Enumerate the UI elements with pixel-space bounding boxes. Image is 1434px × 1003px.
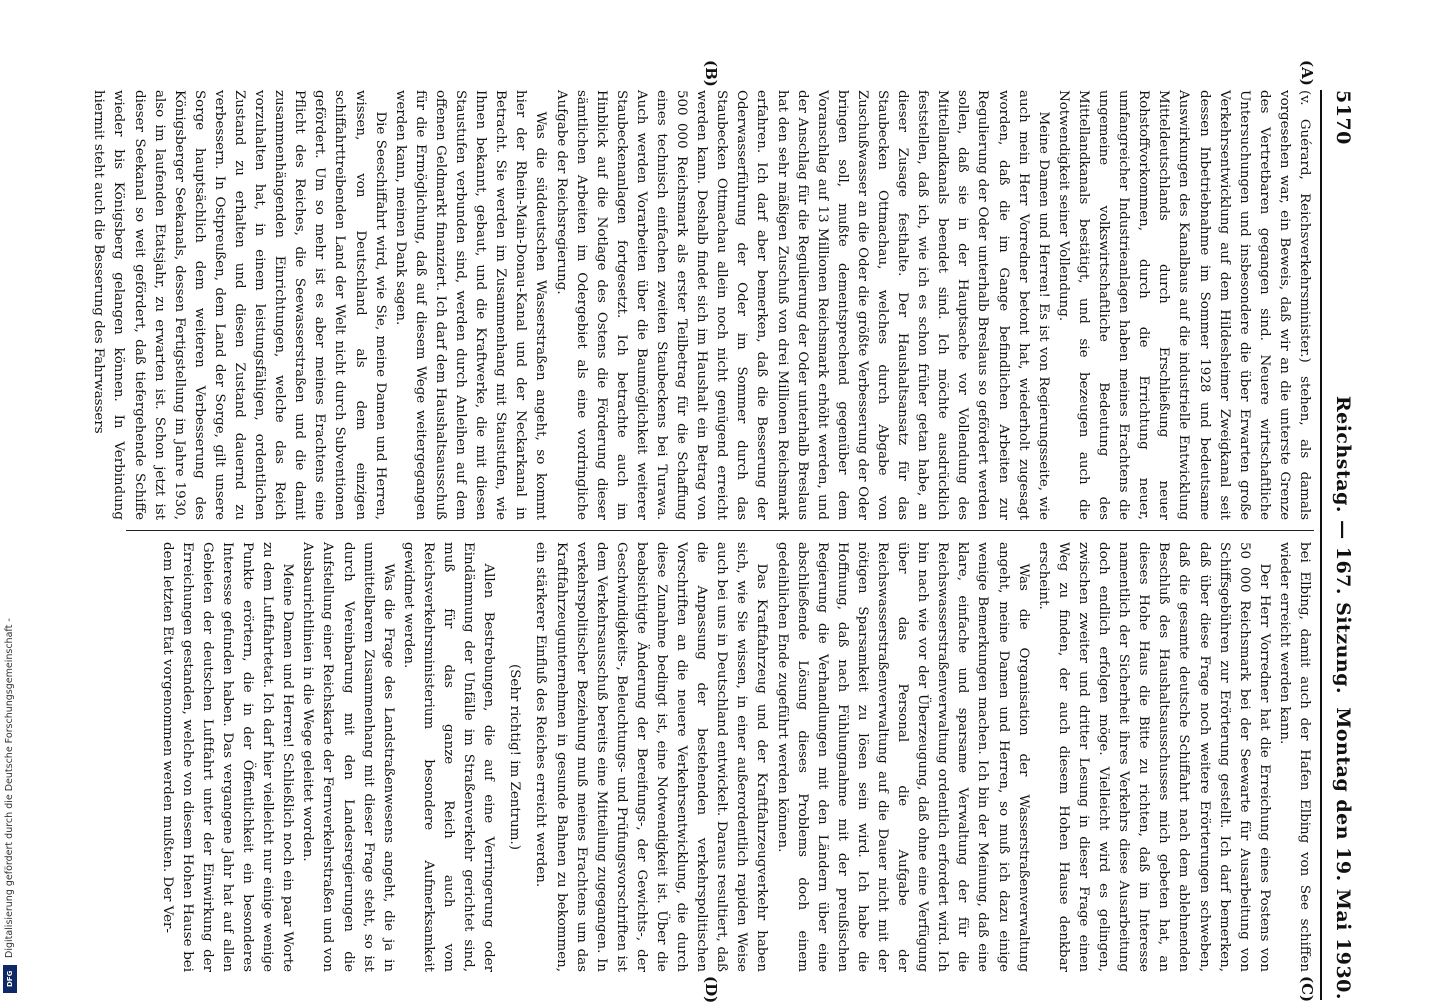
- right-column: [124, 542, 1314, 972]
- paragraph: Die Seeschiffahrt wird, wie Sie, meine Damen und Herren, wissen, von Deutschland als dem einzigen schiffahrttreibenden Land der Welt nicht durch Subventionen gefördert. Um so mehr ist es aber meines Erachtens eine Pflicht des Reiches, die Seewasserstraßen und die damit zusammenhängenden Einrichtungen, welche das Reich vorzuhalten hat, in einem leistungsfähigen, ordentlichen Zustand zu erhalten und diesen Zustand dauernd zu verbessern. In Ostpreußen, dem Land der Sorge, gilt unsere Sorge hauptsächlich dem weiteren Verbesserung des Königsberger Seekanals, dessen Fertigstellung im Jahre 1930, also im laufenden Etatsjahr, zu erwarten ist. Schon jetzt ist dieser Seekanal so weit gefördert, daß tiefergehende Schiffe wieder bis Königsberg gelangen können. In Verbindung hiermit steht auch die Besserung des Fahrwassers: [91, 90, 388, 520]
- digitization-credit: Digitalisierung gefördert durch die Deutsche Forschungsgemeinschaft -: [4, 618, 15, 958]
- margin-marker-a: (A): [1298, 60, 1316, 86]
- paragraph: Der Herr Vorredner hat die Erreichung eines Postens von 50 000 Reichsmark bei der Seewarte für Ausarbeitung von Schiffsgebühren zur Erörterung gestellt. Ich darf bemerken, daß über diese Frage noch weitere Erörterungen schweben, daß die gesamte deutsche Schiffahrt nach dem ablehnenden Beschluß des Haushaltsausschusses mich gebeten hat, an dieses Hohe Haus die Bitte zu richten, daß im Interesse namentlich der Sicherheit ihres Verkehrs diese Ausarbeitung doch endlich erfolgen möge. Vielleicht wird es gelingen, zwischen zweiter und dritter Lesung in dieser Frage einen Weg zu finden, der auch diesem Hohen Hause denkbar erscheint.: [1035, 542, 1272, 972]
- paragraph: Allen Bestrebungen, die auf eine Verringerung oder Eindämmung der Unfälle im Straßenverkehr gerichtet sind, muß für das ganze Reich auch vom Reichsverkehrsministerium besondere Aufmerksamkeit gewidmet werden.: [400, 542, 497, 972]
- paragraph: bei Elbing, damit auch der Hafen Elbing von See schiffen wieder erreicht werden kann.: [1276, 542, 1312, 972]
- dfg-logo: DFG: [3, 965, 17, 993]
- header-rule: [1320, 90, 1322, 1000]
- paragraph: Meine Damen und Herren! Es ist von Regierungsseite, wie auch mein Herr Vorredner betont hat, wiederholt zugesagt worden, daß die im Gange befindlichen Arbeiten zur Regulierung der Oder unterhalb Breslaus so gefördert werden sollen, daß sie in der Hauptsache vor Vollendung des Mittellandkanals beendet sind. Ich möchte ausdrücklich feststellen, daß ich, wie ich es schon früher getan habe, an dieser Zusage festhalte. Der Haushaltsansatz für das Staubecken Ottmachau, welches durch Abgabe von Zuschußwasser an die Oder die größte Verbesserung der Oder bringen soll, mußte dementsprechend gegenüber dem Voranschlag auf 13 Millionen Reichsmark erhöht werden, und der Anschlag für die Regulierung der Oder unterhalb Breslaus hat den sehr mäßigen Zuschuß von drei Millionen Reichsmark erfahren. Ich darf aber bemerken, daß die Besserung der Oderwasserführung der Oder im Sommer durch das Staubecken Ottmachau allein noch nicht genügend erreicht werden kann. Deshalb findet sich im Haushalt ein Betrag von 500 000 Reichsmark als erster Teilbetrag für die Schaffung eines technisch einfachen zweiten Staubeckens bei Turawa. Auch werden Vorarbeiten über die Baumöglichkeit weiterer Staubeckenanlagen fortgesetzt. Ich betrachte auch im Hinblick auf die Notlage des Ostens die Förderung dieser sämtlichen Arbeiten im Odergebiet als eine vordringliche Aufgabe der Reichsregierung.: [553, 90, 1051, 520]
- column-divider: [126, 530, 1314, 531]
- session-date: Montag den 19. Mai 1930.: [1332, 707, 1354, 1000]
- paragraph: Das Kraftfahrzeug und der Kraftfahrzeugverkehr haben sich, wie Sie wissen, in einer außerordentlich rapiden Weise auch bei uns in Deutschland entwickelt. Daraus resultiert, daß die Anpassung der bestehenden verkehrspolitischen Vorschriften an die neuere Verkehrsentwicklung, die durch diese Zunahme bedingt ist, eine Notwendigkeit ist. Über die beabsichtigte Änderung der Bereifungs-, der Gewichts-, der Geschwindigkeits-, Beleuchtungs- und Prüfungsvorschriften ist dem Verkehrsausschuß bereits eine Mitteilung zugegangen. In verkehrspolitischer Beziehung muß meines Erachtens um das Kraftfahrzeugunternehmen in gesunde Bahnen zu bekommen, ein stärkerer Einfluß des Reiches erreicht werden.: [533, 542, 770, 972]
- page-title: Reichstag. — 167. Sitzung.: [1332, 395, 1354, 695]
- paragraph: (v. Guérard, Reichsverkehrsminister.) stehen, als damals vorgesehen war, ein Beweis, daß wir an die unterste Grenze des Vertretbaren gegangen sind. Neuere wirtschaftliche Untersuchungen und insbesondere die über Erwarten große Verkehrsentwicklung auf dem Hildesheimer Zweigkanal seit dessen Inbetriebnahme im Sommer 1928 und bedeutsame Auswirkungen des Kanalbaus auf die industrielle Entwicklung Mitteldeutschlands durch Erschließung neuer Rohstoffvorkommen, durch die Errichtung neuer, umfangreicher Industrieanlagen haben meines Erachtens die ungemeine volkswirtschaftliche Bedeutung des Mittellandkanals bestätigt, und sie bezeugen auch die Notwendigkeit seiner Vollendung.: [1055, 90, 1312, 520]
- page-number: 5170: [1332, 90, 1354, 145]
- paragraph: Was die Organisation der Wasserstraßenverwaltung angeht, meine Damen und Herren, so muß ich dazu einige wenige Bemerkungen machen. Ich bin der Meinung, daß eine klare, einfache und sparsame Verwaltung der für die Reichswasserstraßenverwaltung ordentlich erfordert wird. Ich bin nach wie vor der Überzeugung, daß ohne eine Verfügung über das Personal die Aufgabe der Reichswasserstraßenverwaltung auf die Dauer nicht mit der nötigen Sparsamkeit zu lösen sein wird. Ich habe die Hoffnung, daß nach Fühlungnahme mit der preußischen Regierung die Verhandlungen mit den Ländern über eine abschließende Lösung dieses Problems doch einem gedeihlichen Ende zugeführt werden können.: [774, 542, 1031, 972]
- margin-marker-b: (B): [702, 60, 720, 87]
- page-header: [1320, 90, 1360, 1000]
- paragraph: Was die Frage des Landstraßenwesens angeht, die ja in unmittelbarem Zusammenhang mit dieser Frage steht, so ist durch Vereinbarung mit den Landesregierungen die Aufstellung einer Reichskarte der Fernverkehrstraßen und von Ausbaurichtlinien in die Wege geleitet worden.: [300, 542, 396, 972]
- paragraph: Meine Damen und Herren! Schließlich noch ein paar Worte zu dem Luftfahrtetat. Ich darf hier vielleicht nur einige wenige Punkte erörtern, die in der Öffentlichkeit ein besonderes Interesse gefunden haben. Das vergangene Jahr hat auf allen Gebieten der deutschen Luftfahrt unter der Einwirkung der Erreichungen gestanden, welche von diesem Hohen Hause bei dem letzten Etat vorgenommen werden mußten. Der Ver-: [159, 542, 296, 972]
- rotated-document: [91, 60, 1360, 1003]
- left-column: [91, 90, 1314, 520]
- paragraph: Was die süddeutschen Wasserstraßen angeht, so kommt hier der Rhein-Main-Donau-Kanal und der Neckarkanal in Betracht. Sie werden im Zusammenhang mit Staustufen, wie Ihnen bekannt, gebaut, und die Kraftwerke, die mit diesen Staustufen verbunden sind, werden durch Anleihen auf dem offenen Geldmarkt finanziert. Ich darf dem Haushaltsausschuß für die Ermöglichung, daß auf diesem Wege weitergegangen werden kann, meinen Dank sagen.: [392, 90, 549, 520]
- margin-marker-c: (C): [1298, 976, 1316, 1003]
- margin-marker-d: (D): [702, 976, 720, 1003]
- interjection: (Sehr richtig! im Zentrum.): [507, 664, 523, 850]
